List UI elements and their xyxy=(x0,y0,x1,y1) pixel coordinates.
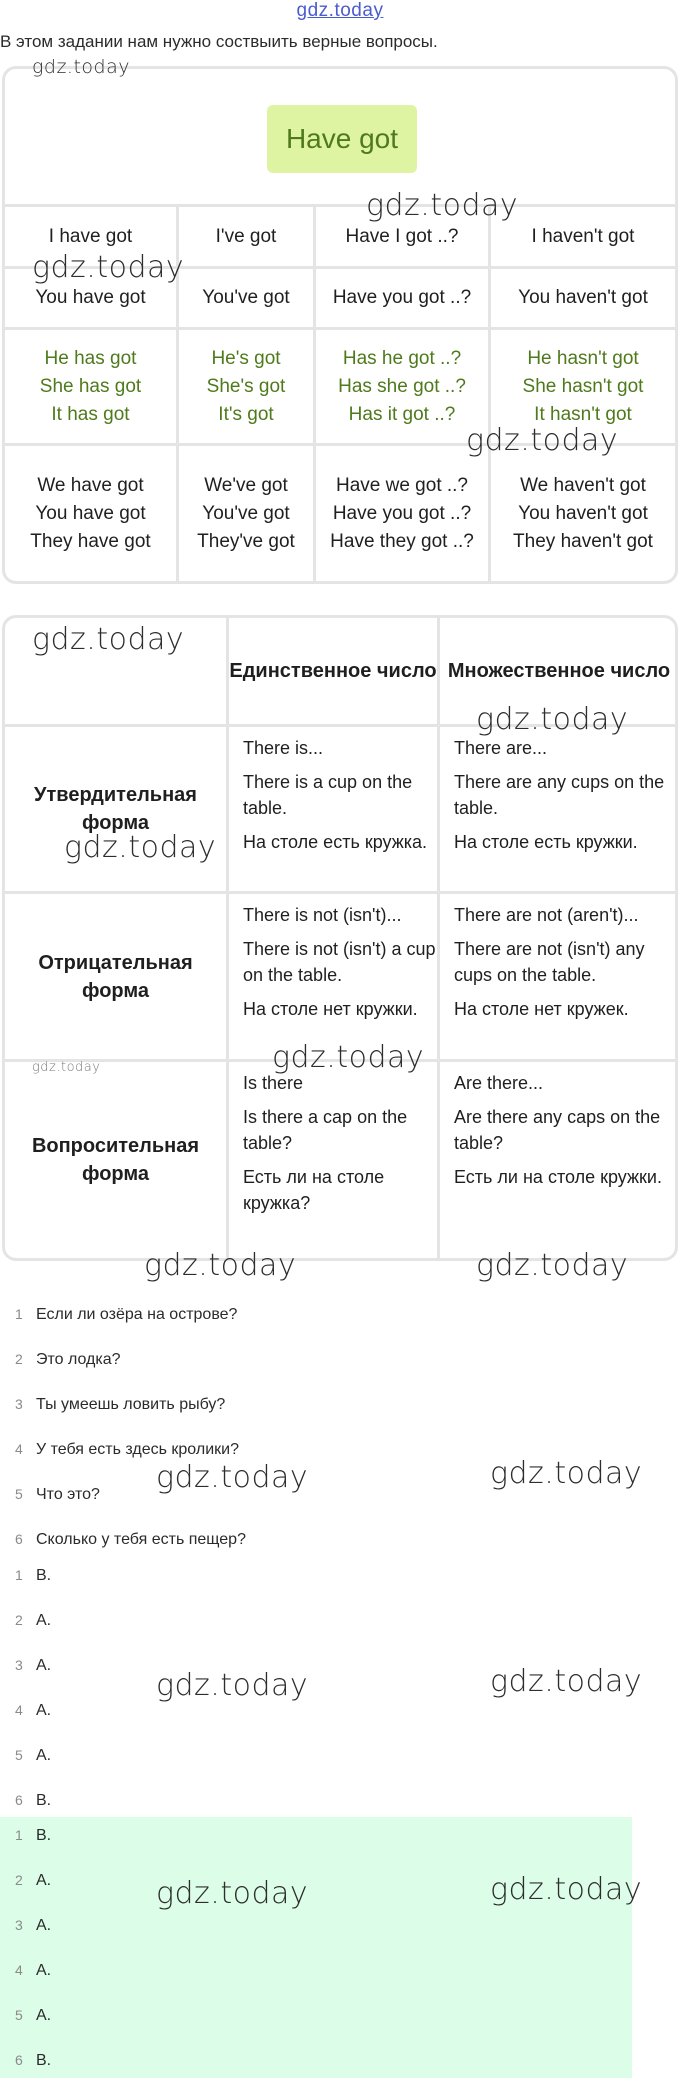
item-number: 6 xyxy=(15,1792,23,1808)
example-line: Is there xyxy=(243,1073,304,1093)
questions-list xyxy=(0,1306,680,1546)
have-got-form: You haven't got xyxy=(518,287,648,308)
have-got-form: He has got xyxy=(44,347,137,369)
have-got-form: Have they got ..? xyxy=(330,530,474,552)
watermark: gdz.today xyxy=(156,1460,309,1495)
watermark: gdz.today xyxy=(32,1060,101,1075)
have-got-form: Have you got ..? xyxy=(332,502,472,524)
example-line: Is there a cap on the table? xyxy=(243,1107,408,1153)
have-got-form: Has he got ..? xyxy=(342,347,462,369)
have-got-form: She's got xyxy=(206,375,286,397)
have-got-form: We haven't got xyxy=(520,474,646,496)
item-number: 5 xyxy=(15,1747,23,1763)
watermark: gdz.today xyxy=(490,1872,643,1907)
example-line: There are any cups on the table. xyxy=(454,772,665,818)
have-got-cell xyxy=(491,269,675,327)
row-header: Утвердительная форма xyxy=(34,784,197,834)
item-text: A. xyxy=(36,1657,52,1674)
item-number: 4 xyxy=(15,1441,23,1457)
there-is-plural-cell xyxy=(440,1062,678,1258)
item-text: A. xyxy=(36,1612,52,1629)
question-item xyxy=(0,1441,239,1461)
answer-item xyxy=(0,1612,51,1632)
watermark: gdz.today xyxy=(366,188,519,223)
have-got-cell xyxy=(179,446,313,581)
answer-item xyxy=(0,1747,51,1767)
question-item xyxy=(0,1351,121,1371)
item-text: Ты умеешь ловить рыбу? xyxy=(36,1396,226,1413)
highlighted-answer-item xyxy=(0,1872,51,1892)
item-text: Что это? xyxy=(36,1486,100,1503)
item-text: Это лодка? xyxy=(36,1351,121,1368)
have-got-form: Have you got ..? xyxy=(332,287,472,308)
have-got-cell xyxy=(316,269,488,327)
have-got-form: You've got xyxy=(202,502,290,524)
have-got-form: You have got xyxy=(35,502,146,524)
example-line: Are there... xyxy=(454,1073,544,1093)
have-got-form: We've got xyxy=(204,474,288,496)
example-line: На столе есть кружка. xyxy=(243,832,428,852)
have-got-form: They haven't got xyxy=(513,530,653,552)
row-header: Отрицательная форма xyxy=(38,951,193,1002)
item-text: B. xyxy=(36,1827,52,1844)
have-got-form: Has she got ..? xyxy=(338,375,466,397)
item-number: 3 xyxy=(15,1657,23,1673)
item-number: 4 xyxy=(15,1962,23,1978)
example-line: There is not (isn't)... xyxy=(243,905,402,925)
have-got-cell xyxy=(5,446,176,581)
have-got-form: They have got xyxy=(30,530,151,552)
watermark: gdz.today xyxy=(64,830,217,865)
have-got-form: Have I got ..? xyxy=(345,225,459,247)
there-is-plural-cell xyxy=(440,894,678,1059)
item-text: A. xyxy=(36,1702,52,1719)
site-logo[interactable]: gdz.today xyxy=(296,0,384,21)
example-line: Есть ли на столе кружки. xyxy=(454,1167,662,1187)
watermark: gdz.today xyxy=(144,1248,297,1283)
answer-item xyxy=(0,1567,51,1587)
item-number: 5 xyxy=(15,2007,23,2023)
have-got-form: You've got xyxy=(202,287,290,308)
example-line: There are... xyxy=(454,738,548,758)
question-item xyxy=(0,1486,100,1506)
example-line: There are not (aren't)... xyxy=(454,905,639,925)
example-line: На столе нет кружек. xyxy=(454,999,629,1019)
item-number: 3 xyxy=(15,1396,23,1412)
have-got-table xyxy=(2,66,678,584)
item-text: A. xyxy=(36,1917,52,1934)
item-number: 1 xyxy=(15,1306,23,1322)
watermark: gdz.today xyxy=(32,250,185,285)
question-item xyxy=(0,1306,237,1326)
have-got-form: Has it got ..? xyxy=(348,403,456,425)
have-got-form: She hasn't got xyxy=(522,375,644,397)
highlighted-answer-item xyxy=(0,1917,51,1937)
item-text: A. xyxy=(36,1962,52,1979)
have-got-cell xyxy=(491,207,675,266)
have-got-cell xyxy=(179,330,313,443)
item-text: У тебя есть здесь кролики? xyxy=(36,1441,239,1458)
have-got-form: Have we got ..? xyxy=(335,474,469,496)
highlighted-answer-item xyxy=(0,1962,51,1982)
item-number: 1 xyxy=(15,1827,23,1843)
highlighted-answer-item xyxy=(0,2052,51,2072)
have-got-form: He's got xyxy=(211,347,281,369)
have-got-form: We have got xyxy=(37,474,144,496)
example-line: There is not (isn't) a cup on the table. xyxy=(243,939,436,985)
have-got-form: It hasn't got xyxy=(534,403,632,425)
watermark: gdz.today xyxy=(32,622,185,657)
answer-item xyxy=(0,1702,51,1722)
there-is-singular-cell xyxy=(229,727,437,891)
intro-text: В этом задании нам нужно соствыить верные вопросы. xyxy=(0,32,438,51)
example-line: Are there any caps on the table? xyxy=(454,1107,661,1153)
have-got-form: You have got xyxy=(35,287,146,308)
item-text: B. xyxy=(36,1567,52,1584)
there-is-singular-cell xyxy=(229,1062,437,1258)
item-number: 1 xyxy=(15,1567,23,1583)
have-got-form: You haven't got xyxy=(518,502,648,524)
have-got-cell xyxy=(316,330,488,443)
have-got-form: She has got xyxy=(39,375,142,397)
highlighted-answer-item xyxy=(0,1827,51,1847)
item-number: 6 xyxy=(15,2052,23,2068)
there-is-plural-cell xyxy=(440,727,678,891)
there-is-singular-cell xyxy=(229,894,437,1059)
have-got-form: I have got xyxy=(48,225,133,247)
example-line: На столе нет кружки. xyxy=(243,999,418,1019)
column-header-singular: Единственное число xyxy=(229,660,437,682)
have-got-cell xyxy=(179,269,313,327)
watermark: gdz.today xyxy=(476,1248,629,1283)
watermark: gdz.today xyxy=(156,1876,309,1911)
item-number: 4 xyxy=(15,1702,23,1718)
question-item xyxy=(0,1396,225,1416)
item-text: B. xyxy=(36,2052,52,2069)
watermark: gdz.today xyxy=(490,1456,643,1491)
watermark: gdz.today xyxy=(476,702,629,737)
item-number: 2 xyxy=(15,1872,23,1888)
answer-item xyxy=(0,1792,51,1812)
watermark: gdz.today xyxy=(32,56,130,78)
item-text: A. xyxy=(36,1747,52,1764)
column-header-plural: Множественное число xyxy=(447,660,671,682)
row-header: Вопросительная форма xyxy=(31,1135,200,1185)
have-got-cell xyxy=(491,446,675,581)
watermark: gdz.today xyxy=(466,423,619,458)
example-line: Есть ли на столе кружка? xyxy=(243,1167,385,1213)
item-number: 2 xyxy=(15,1351,23,1367)
example-line: There is a cup on the table. xyxy=(243,772,413,818)
have-got-badge: Have got xyxy=(267,105,417,173)
have-got-form: They've got xyxy=(197,530,295,552)
watermark: gdz.today xyxy=(272,1040,425,1075)
item-number: 5 xyxy=(15,1486,23,1502)
item-text: A. xyxy=(36,2007,52,2024)
have-got-cell xyxy=(5,330,176,443)
item-number: 6 xyxy=(15,1531,23,1547)
have-got-form: I haven't got xyxy=(531,225,635,247)
item-number: 3 xyxy=(15,1917,23,1933)
item-text: Если ли озёра на острове? xyxy=(36,1306,238,1323)
have-got-form: He hasn't got xyxy=(527,347,639,369)
example-line: There are not (isn't) any cups on the table. xyxy=(454,939,645,985)
watermark: gdz.today xyxy=(490,1664,643,1699)
example-line: There is... xyxy=(243,738,324,758)
have-got-form: It's got xyxy=(218,403,274,425)
item-text: B. xyxy=(36,1792,52,1809)
answer-item xyxy=(0,1657,51,1677)
watermark: gdz.today xyxy=(156,1668,309,1703)
answers-highlighted-block xyxy=(0,1817,632,2078)
have-got-cell xyxy=(316,446,488,581)
example-line: На столе есть кружки. xyxy=(454,832,638,852)
item-text: Сколько у тебя есть пещер? xyxy=(36,1531,246,1548)
have-got-form: It has got xyxy=(51,403,130,425)
item-number: 2 xyxy=(15,1612,23,1628)
have-got-form: I've got xyxy=(215,225,277,247)
have-got-cell xyxy=(179,207,313,266)
highlighted-answer-item xyxy=(0,2007,51,2027)
question-item xyxy=(0,1531,246,1551)
item-text: A. xyxy=(36,1872,52,1889)
